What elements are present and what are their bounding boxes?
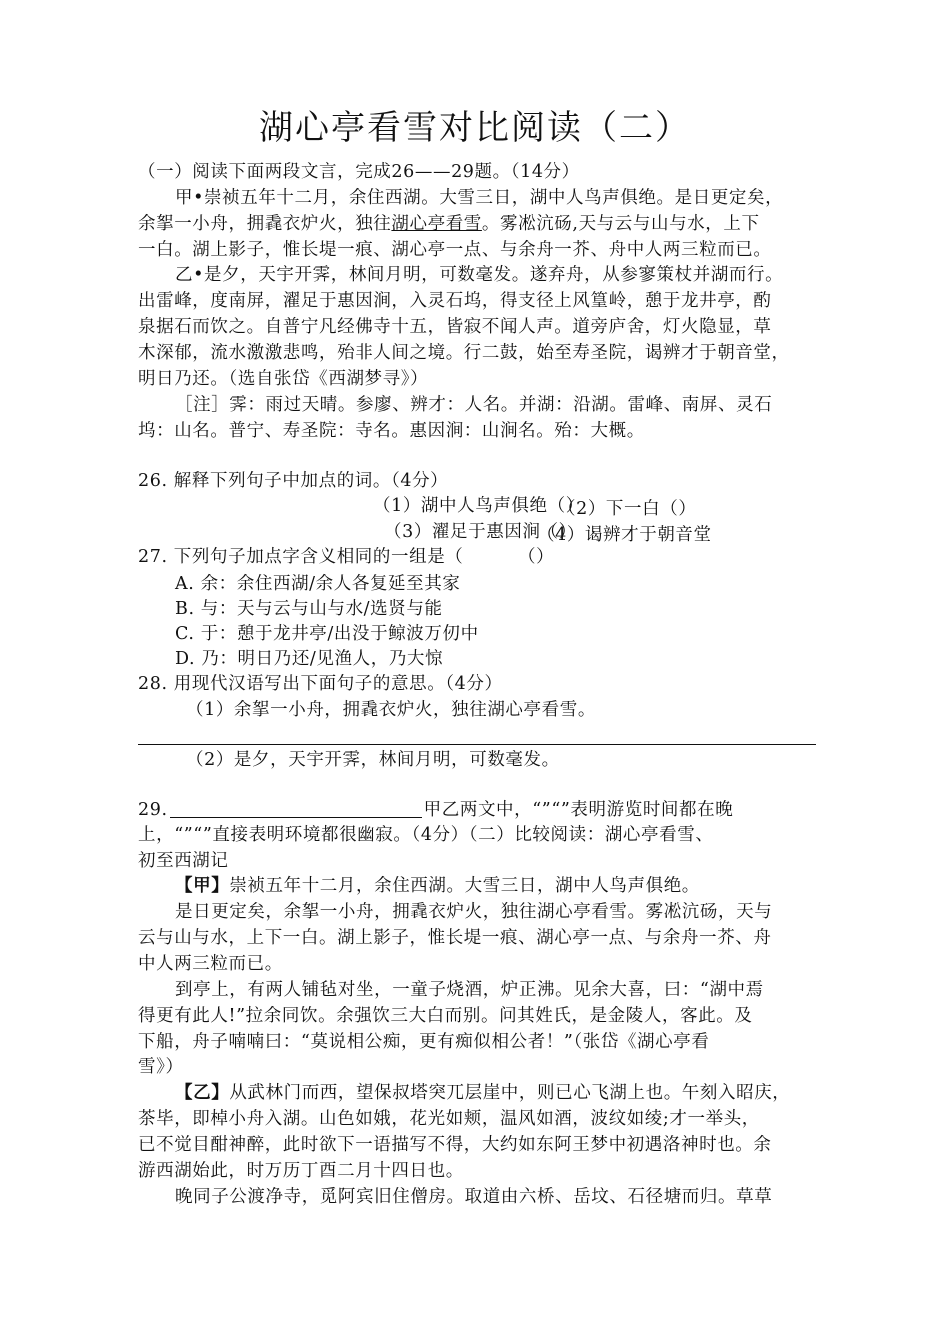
part2-jia-line-7: 下船，舟子喃喃曰：“莫说相公痴，更有痴似相公者！”（张岱《湖心亭看 xyxy=(138,1032,710,1052)
q27-option-a: A. 余：余住西湖/余人各复延至其家 xyxy=(175,574,461,594)
yi-line-1: 乙•是夕，天宇开霁，林间月明，可数毫发。遂弃舟，从参寥策杖并湖而行。 xyxy=(175,265,784,285)
page-title: 湖心亭看雪对比阅读（二） xyxy=(259,108,691,148)
yi-line-5: 明日乃还。（选自张岱《西湖梦寻》） xyxy=(138,369,429,389)
part2-jia-line-3: 云与山与水，上下一白。湖上影子，惟长堤一痕、湖心亭一点、与余舟一芥、舟 xyxy=(138,928,772,948)
q29-line-1: 29. 甲乙两文中，“”“”表明游览时间都在晚 xyxy=(138,800,734,820)
underlined-phrase: 湖心亭看雪 xyxy=(391,214,482,234)
note-line-1: ［注］霁：雨过天晴。参廖、辨才：人名。并湖：沿湖。雷峰、南屏、灵石 xyxy=(175,395,773,415)
part2-jia-line-8: 雪》） xyxy=(138,1057,184,1077)
q29-line-2: 上，“”“”直接表明环境都很幽寂。（4分）（二）比较阅读：湖心亭看雪、 xyxy=(138,825,714,845)
q27-option-c: C. 于：憩于龙井亭/出没于鲸波万仞中 xyxy=(175,624,479,644)
part2-jia-line-5: 到亭上，有两人铺毡对坐，一童子烧酒，炉正沸。见余大喜，曰：“湖中焉 xyxy=(175,980,764,1000)
part2-yi-line-3: 已不觉目酣神醉，此时欲下一语描写不得，大约如东阿王梦中初遇洛神时也。余 xyxy=(138,1135,772,1155)
q26-item-1: （1）湖中人鸟声俱绝（） xyxy=(373,496,584,516)
answer-line xyxy=(138,744,816,745)
yi-line-2: 出雷峰，度南屏，濯足于惠因涧，入灵石坞，得支径上风篁岭，憩于龙井亭，酌 xyxy=(138,291,772,311)
jia-line-3: 一白。湖上影子，惟长堤一痕、湖心亭一点、与余舟一芥、舟中人两三粒而已。 xyxy=(138,240,772,260)
note-line-2: 坞：山名。普宁、寿圣院：寺名。惠因涧：山涧名。殆：大概。 xyxy=(138,421,645,441)
part2-jia-line-4: 中人两三粒而已。 xyxy=(138,954,283,974)
part2-yi-line-2: 茶毕，即棹小舟入湖。山色如娥，花光如颊，温风如酒，波纹如绫;才一举头， xyxy=(138,1109,760,1129)
jia-line-2: 余挐一小舟，拥毳衣炉火，独往湖心亭看雪。雾凇沆砀,天与云与山与水，上下 xyxy=(138,214,760,234)
q27-option-d: D. 乃：明日乃还/见渔人，乃大惊 xyxy=(175,649,444,669)
q29-answer-blank[interactable] xyxy=(170,799,422,818)
section1-heading: （一）阅读下面两段文言，完成26——29题。（14分） xyxy=(138,162,580,182)
yi-line-4: 木深郁，流水激激悲鸣，殆非人间之境。行二鼓，始至寿圣院，谒辨才于朝音堂， xyxy=(138,343,790,363)
jia-line-1: 甲•崇祯五年十二月，余住西湖。大雪三日，湖中人鸟声俱绝。是日更定矣， xyxy=(175,188,784,208)
yi-mark: 【乙】 xyxy=(175,1083,230,1103)
q26-item-4: （4）谒辨才于朝音堂 xyxy=(537,525,712,545)
part2-yi-line-5: 晚同子公渡净寺，觅阿宾旧住僧房。取道由六桥、岳坟、石径塘而归。草草 xyxy=(175,1187,773,1207)
q29-line-3: 初至西湖记 xyxy=(138,851,229,871)
q27-paren: （） xyxy=(518,547,555,567)
part2-yi-line-4: 游西湖始此，时万历丁酉二月十四日也。 xyxy=(138,1161,464,1181)
q27-option-b: B. 与：天与云与山与水/选贤与能 xyxy=(175,599,443,619)
q28-sentence-1: （1）余挐一小舟，拥毳衣炉火，独往湖心亭看雪。 xyxy=(186,700,596,720)
q26-item-2: （2）下一白（） xyxy=(558,499,697,519)
part2-yi-line-1: 【乙】从武林门而西，望保叔塔突兀层崖中，则已心飞湖上也。午刻入昭庆， xyxy=(175,1083,791,1103)
q27-stem: 27. 下列句子加点字含义相同的一组是（ xyxy=(138,547,464,567)
yi-line-3: 泉据石而饮之。自普宁凡经佛寺十五，皆寂不闻人声。道旁庐舍，灯火隐显，草 xyxy=(138,317,772,337)
q28-stem: 28. 用现代汉语写出下面句子的意思。（4分） xyxy=(138,674,503,694)
q26-stem: 26. 解释下列句子中加点的词。（4分） xyxy=(138,471,449,491)
part2-jia-line-6: 得更有此人!”拉余同饮。余强饮三大白而别。问其姓氏，是金陵人，客此。及 xyxy=(138,1006,753,1026)
part2-jia-line-1: 【甲】崇祯五年十二月，余住西湖。大雪三日，湖中人鸟声俱绝。 xyxy=(175,876,700,896)
q28-sentence-2: （2）是夕，天宇开霁，林间月明，可数毫发。 xyxy=(186,750,560,770)
part2-jia-line-2: 是日更定矣，余挐一小舟，拥毳衣炉火，独往湖心亭看雪。雾凇沆砀，天与 xyxy=(175,902,773,922)
q26-item-3: （3）濯足于惠因涧（） xyxy=(384,522,577,542)
jia-mark: 【甲】 xyxy=(175,876,230,896)
